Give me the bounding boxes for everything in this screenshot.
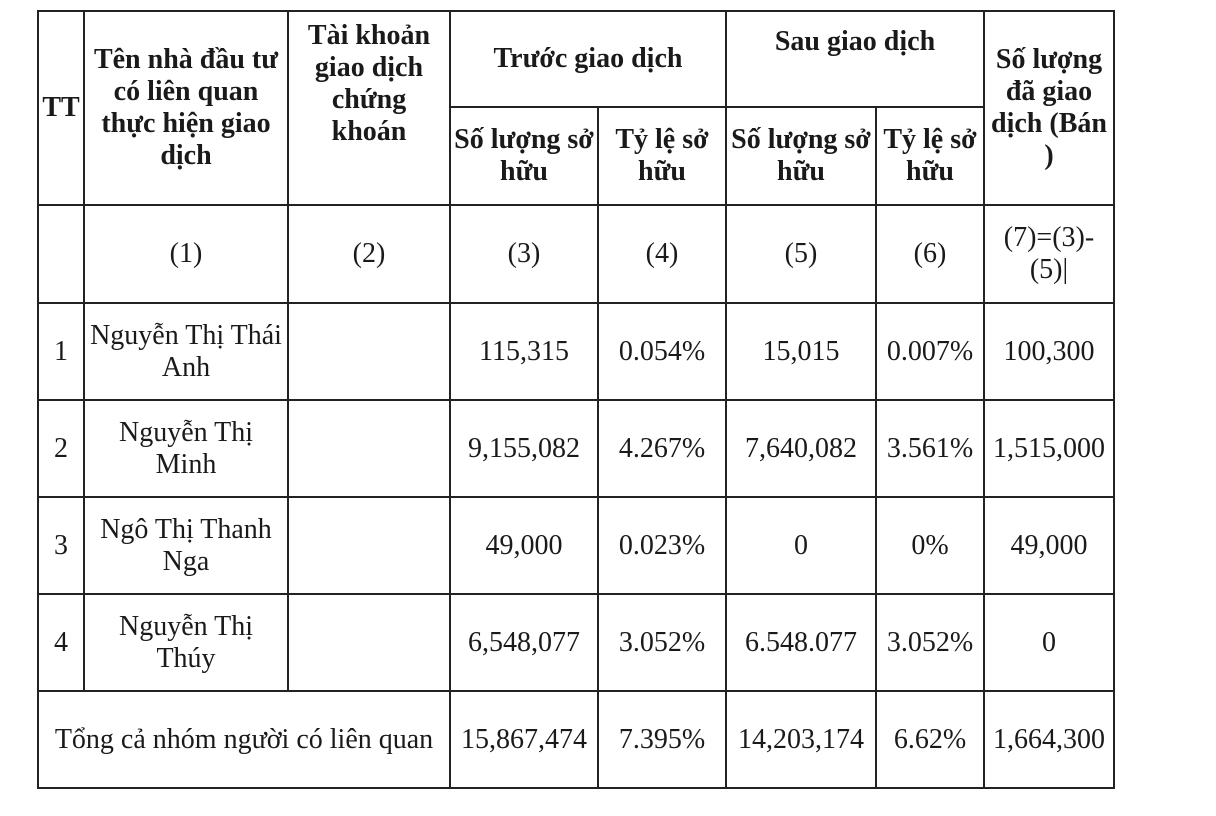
header-investor: Tên nhà đầu tư có liên quan thực hiện giao dịch: [84, 11, 288, 205]
row-traded: 100,300: [984, 303, 1114, 400]
table-row: [38, 594, 1114, 691]
total-before-qty: 15,867,474: [450, 691, 598, 788]
row-after-pct: 0.007%: [876, 303, 984, 400]
index-cell: (3): [450, 205, 598, 303]
total-after-pct: 6.62%: [876, 691, 984, 788]
header-after-qty: Số lượng sở hữu: [726, 107, 876, 205]
row-after-qty: 0: [726, 497, 876, 594]
total-before-pct: 7.395%: [598, 691, 726, 788]
total-row: [38, 691, 1114, 788]
row-after-pct: 3.561%: [876, 400, 984, 497]
header-row-1: [38, 11, 1114, 107]
row-tt: 2: [38, 400, 84, 497]
index-cell: (7)=(3)-(5)|: [984, 205, 1114, 303]
header-before-pct: Tỷ lệ sở hữu: [598, 107, 726, 205]
row-name: Nguyễn Thị Thái Anh: [84, 303, 288, 400]
transaction-table: [37, 10, 1115, 789]
header-account: Tài khoản giao dịch chứng khoán: [288, 11, 450, 205]
header-after: Sau giao dịch: [726, 11, 984, 107]
row-name: Nguyễn Thị Minh: [84, 400, 288, 497]
header-before: Trước giao dịch: [450, 11, 726, 107]
row-after-qty: 6.548.077: [726, 594, 876, 691]
header-before-qty: Số lượng sở hữu: [450, 107, 598, 205]
row-before-qty: 49,000: [450, 497, 598, 594]
row-after-qty: 7,640,082: [726, 400, 876, 497]
index-cell-tt: [38, 205, 84, 303]
row-before-pct: 4.267%: [598, 400, 726, 497]
row-account: [288, 594, 450, 691]
row-before-qty: 6,548,077: [450, 594, 598, 691]
row-account: [288, 400, 450, 497]
table-row: [38, 400, 1114, 497]
row-name: Ngô Thị Thanh Nga: [84, 497, 288, 594]
total-after-qty: 14,203,174: [726, 691, 876, 788]
row-after-pct: 0%: [876, 497, 984, 594]
row-before-qty: 9,155,082: [450, 400, 598, 497]
row-traded: 0: [984, 594, 1114, 691]
row-name: Nguyễn Thị Thúy: [84, 594, 288, 691]
total-traded: 1,664,300: [984, 691, 1114, 788]
header-after-pct: Tỷ lệ sở hữu: [876, 107, 984, 205]
total-label: Tổng cả nhóm người có liên quan: [38, 691, 450, 788]
document-sheet: [37, 10, 1115, 789]
row-account: [288, 303, 450, 400]
header-traded: Số lượng đã giao dịch (Bán ): [984, 11, 1114, 205]
row-before-pct: 0.023%: [598, 497, 726, 594]
row-tt: 1: [38, 303, 84, 400]
index-row: [38, 205, 1114, 303]
index-cell: (1): [84, 205, 288, 303]
row-before-pct: 3.052%: [598, 594, 726, 691]
index-cell: (2): [288, 205, 450, 303]
table-row: [38, 303, 1114, 400]
row-tt: 4: [38, 594, 84, 691]
index-cell: (5): [726, 205, 876, 303]
row-after-pct: 3.052%: [876, 594, 984, 691]
index-cell: (4): [598, 205, 726, 303]
row-tt: 3: [38, 497, 84, 594]
header-tt: TT: [38, 11, 84, 205]
index-cell: (6): [876, 205, 984, 303]
row-before-qty: 115,315: [450, 303, 598, 400]
row-traded: 49,000: [984, 497, 1114, 594]
row-traded: 1,515,000: [984, 400, 1114, 497]
table-row: [38, 497, 1114, 594]
row-before-pct: 0.054%: [598, 303, 726, 400]
row-after-qty: 15,015: [726, 303, 876, 400]
row-account: [288, 497, 450, 594]
